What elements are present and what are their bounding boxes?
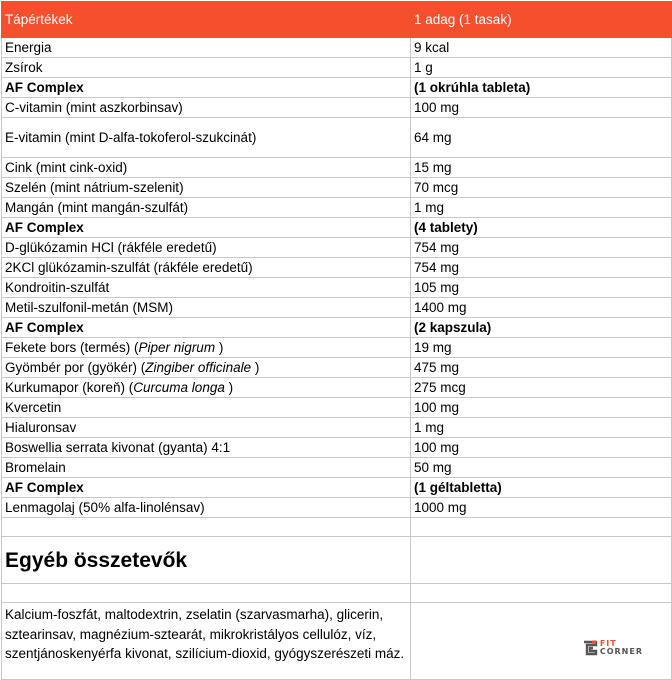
table-header-row	[2, 2, 672, 38]
table-row	[2, 298, 672, 318]
nutrient-value: 100 mg	[411, 438, 672, 458]
nutrient-name	[2, 498, 411, 518]
section-row	[2, 218, 672, 238]
nutrient-name-text: E-vitamin (mint D-alfa-tokoferol-szukcinát)	[5, 130, 257, 145]
nutrient-name	[2, 298, 411, 318]
nutrient-name-text: Lenmagolaj (50% alfa-linolénsav)	[5, 500, 205, 515]
table-row	[2, 198, 672, 218]
table-row	[2, 178, 672, 198]
nutrient-name	[2, 278, 411, 298]
nutrient-value: 275 mcg	[411, 378, 672, 398]
table-row	[2, 258, 672, 278]
nutrient-value: 1 mg	[411, 418, 672, 438]
section-row	[2, 478, 672, 498]
closing-paren: )	[251, 360, 260, 375]
empty-row	[2, 518, 672, 537]
nutrient-value: 754 mg	[411, 258, 672, 278]
nutrient-name	[2, 178, 411, 198]
nutrient-name-text: Kurkumapor (koreň) (	[5, 380, 134, 395]
nutrient-name-text: AF Complex	[5, 480, 84, 495]
nutrient-name	[2, 378, 411, 398]
nutrient-name	[2, 238, 411, 258]
nutrient-value: (2 kapszula)	[411, 318, 672, 338]
table-row	[2, 338, 672, 358]
table-row	[2, 358, 672, 378]
table-row	[2, 498, 672, 518]
nutrient-name-text: Zsírok	[5, 60, 43, 75]
nutrient-name-text: Fekete bors (termés) (	[5, 340, 139, 355]
nutrient-name	[2, 258, 411, 278]
nutrient-value: 100 mg	[411, 398, 672, 418]
table-row	[2, 438, 672, 458]
nutrient-value: 19 mg	[411, 338, 672, 358]
table-row	[2, 378, 672, 398]
nutrient-name	[2, 458, 411, 478]
section-row	[2, 318, 672, 338]
nutrient-name-text: Cink (mint cink-oxid)	[5, 160, 128, 175]
nutrient-value: 1 mg	[411, 198, 672, 218]
nutrient-name	[2, 318, 411, 338]
nutrient-value: 50 mg	[411, 458, 672, 478]
nutrient-value: 1400 mg	[411, 298, 672, 318]
closing-paren: )	[224, 380, 234, 395]
nutrient-name-text: Hialuronsav	[5, 420, 77, 435]
other-ingredients-heading: Egyéb összetevők	[5, 548, 188, 572]
empty-cell	[411, 518, 672, 537]
header-serving: 1 adag (1 tasak)	[411, 2, 672, 38]
nutrient-name-text: Kvercetin	[5, 400, 62, 415]
logo-cell	[411, 603, 672, 680]
logo-line2: CORNER	[599, 647, 643, 656]
nutrient-name-text: Gyömbér por (gyökér) (	[5, 360, 146, 375]
nutrient-value: 70 mcg	[411, 178, 672, 198]
fitcorner-logo-icon	[582, 639, 598, 657]
empty-cell	[2, 518, 411, 537]
nutrient-value: (1 géltabletta)	[411, 478, 672, 498]
table-row	[2, 118, 672, 158]
empty-cell	[2, 584, 411, 603]
other-ingredients-text: Kalcium-foszfát, maltodextrin, zselatin (szarvasmarha), glicerin, sztearinsav, magnézium-sztearát, mikrokristályos cellulóz, víz, szentjánoskenyérfa kivonat, szilícium-dioxid, gyógyszerészeti máz.	[2, 603, 411, 680]
nutrient-name-text: C-vitamin (mint aszkorbinsav)	[5, 100, 183, 115]
nutrient-name	[2, 338, 411, 358]
nutrient-name	[2, 158, 411, 178]
nutrient-value: (4 tablety)	[411, 218, 672, 238]
other-ingredients-title	[2, 537, 411, 584]
nutrient-name	[2, 38, 411, 58]
nutrient-value: (1 okrúhla tableta)	[411, 78, 672, 98]
nutrient-name	[2, 398, 411, 418]
nutrition-table	[1, 1, 672, 680]
nutrient-name	[2, 98, 411, 118]
nutrient-name	[2, 78, 411, 98]
table-row	[2, 458, 672, 478]
nutrient-value: 475 mg	[411, 358, 672, 378]
nutrient-value: 9 kcal	[411, 38, 672, 58]
nutrient-name-text: Bromelain	[5, 460, 66, 475]
table-row	[2, 278, 672, 298]
section-row	[2, 78, 672, 98]
logo-line1: FIT	[599, 639, 617, 648]
table-row	[2, 38, 672, 58]
empty-row	[2, 584, 672, 603]
empty-cell	[411, 584, 672, 603]
nutrient-name	[2, 478, 411, 498]
nutrient-value: 100 mg	[411, 98, 672, 118]
table-row	[2, 98, 672, 118]
nutrient-name	[2, 198, 411, 218]
nutrient-name	[2, 58, 411, 78]
nutrient-value: 15 mg	[411, 158, 672, 178]
table-row	[2, 398, 672, 418]
table-row	[2, 238, 672, 258]
nutrient-name	[2, 418, 411, 438]
other-ingredients-row	[2, 603, 672, 680]
nutrient-name-text: Metil-szulfonil-metán (MSM)	[5, 300, 174, 315]
nutrient-name-text: AF Complex	[5, 320, 84, 335]
latin-name: Curcuma longa	[133, 380, 225, 395]
nutrient-name-text: Energia	[5, 40, 52, 55]
nutrient-name	[2, 218, 411, 238]
table-row	[2, 158, 672, 178]
nutrient-value: 1000 mg	[411, 498, 672, 518]
nutrient-name-text: Mangán (mint mangán-szulfát)	[5, 200, 189, 215]
latin-name: Piper nigrum	[138, 340, 216, 355]
nutrient-name-text: Boswellia serrata kivonat (gyanta) 4:1	[5, 440, 231, 455]
closing-paren: )	[215, 340, 224, 355]
header-nutrient: Tápértékek	[2, 2, 411, 38]
nutrient-name	[2, 438, 411, 458]
nutrient-value: 105 mg	[411, 278, 672, 298]
fitcorner-logo	[582, 639, 643, 657]
other-ingredients-title-row	[2, 537, 672, 584]
table-row	[2, 58, 672, 78]
latin-name: Zingiber officinale	[145, 360, 252, 375]
fitcorner-logo-text	[600, 640, 643, 656]
nutrient-value: 754 mg	[411, 238, 672, 258]
nutrient-name-text: D-glükózamin HCl (rákféle eredetű)	[5, 240, 217, 255]
nutrient-name-text: 2KCl glükózamin-szulfát (rákféle eredetű)	[5, 260, 253, 275]
table-row	[2, 418, 672, 438]
nutrient-name-text: AF Complex	[5, 80, 84, 95]
nutrient-name-text: Kondroitin-szulfát	[5, 280, 110, 295]
empty-cell	[411, 537, 672, 584]
nutrient-name-text: Szelén (mint nátrium-szelenit)	[5, 180, 184, 195]
nutrient-name-text: AF Complex	[5, 220, 84, 235]
nutrient-name	[2, 118, 411, 158]
nutrient-value: 64 mg	[411, 118, 672, 158]
nutrient-name	[2, 358, 411, 378]
nutrient-value: 1 g	[411, 58, 672, 78]
